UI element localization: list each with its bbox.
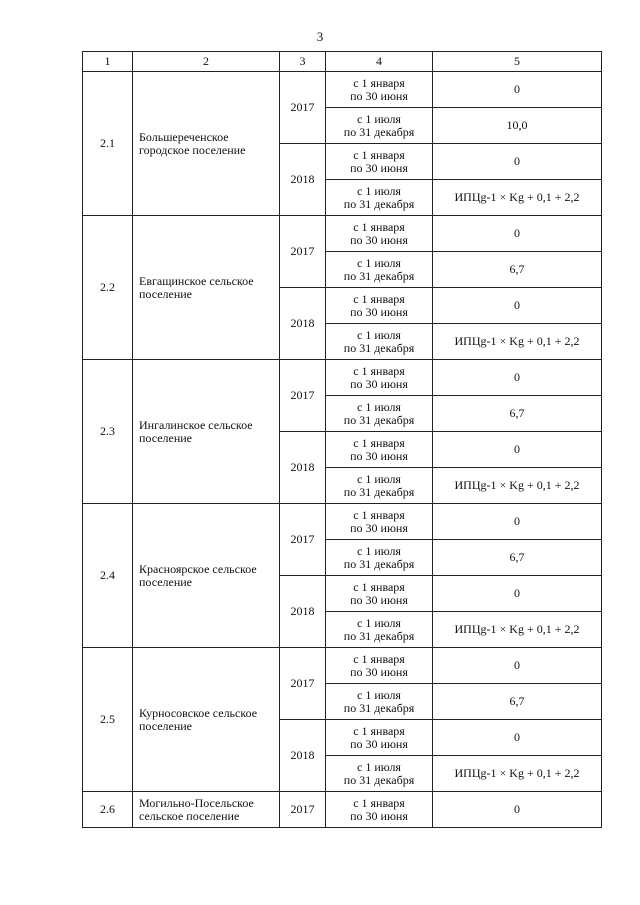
year-cell: 2017 <box>280 792 326 828</box>
settlement-name-line: Ингалинское сельское <box>139 417 253 432</box>
header-col-4: 4 <box>326 52 433 72</box>
period-line: с 1 июля <box>357 543 401 558</box>
settlement-name-line: Курносовское сельское <box>139 705 258 720</box>
table-row <box>83 504 602 540</box>
period-cell <box>326 576 433 612</box>
period-line: по 30 июня <box>350 448 408 463</box>
period-line: по 31 декабря <box>343 196 415 211</box>
period-line: по 31 декабря <box>343 412 415 427</box>
tariff-value: 6,7 <box>433 540 602 576</box>
tariff-value: 6,7 <box>433 252 602 288</box>
period-line: по 31 декабря <box>343 484 415 499</box>
period-line: по 31 декабря <box>343 124 415 139</box>
page-number: 3 <box>316 29 324 44</box>
period-cell <box>326 144 433 180</box>
year-cell: 2017 <box>280 648 326 720</box>
period-line: с 1 июля <box>357 759 401 774</box>
period-cell <box>326 504 433 540</box>
period-line: с 1 июля <box>357 471 401 486</box>
period-cell <box>326 720 433 756</box>
period-line: с 1 января <box>353 75 405 90</box>
settlement-name <box>133 72 280 216</box>
settlement-name <box>133 360 280 504</box>
period-line: по 30 июня <box>350 592 408 607</box>
period-cell <box>326 324 433 360</box>
period-line: с 1 июля <box>357 399 401 414</box>
period-cell <box>326 540 433 576</box>
period-line: по 31 декабря <box>343 700 415 715</box>
settlement-name-line: Могильно-Посельское <box>139 795 254 810</box>
tariff-value: 0 <box>433 576 602 612</box>
period-line: с 1 июля <box>357 183 401 198</box>
tariff-value: 6,7 <box>433 396 602 432</box>
row-number: 2.5 <box>83 648 133 792</box>
tariff-value: 10,0 <box>433 108 602 144</box>
period-line: по 31 декабря <box>343 556 415 571</box>
settlement-name-line: сельское поселение <box>139 808 240 823</box>
period-cell <box>326 108 433 144</box>
year-cell: 2017 <box>280 504 326 576</box>
period-line: по 30 июня <box>350 808 408 823</box>
settlement-name <box>133 504 280 648</box>
period-cell <box>326 396 433 432</box>
header-col-1: 1 <box>83 52 133 72</box>
period-line: по 30 июня <box>350 88 408 103</box>
period-line: по 30 июня <box>350 376 408 391</box>
settlement-name-line: поселение <box>139 574 193 589</box>
header-row <box>83 52 602 72</box>
year-cell: 2018 <box>280 288 326 360</box>
row-number: 2.4 <box>83 504 133 648</box>
settlement-name <box>133 792 280 828</box>
period-line: с 1 января <box>353 363 405 378</box>
tariff-value: 0 <box>433 288 602 324</box>
period-line: по 31 декабря <box>343 772 415 787</box>
tariff-value: 6,7 <box>433 684 602 720</box>
tariff-value: ИПЦg-1 × Kg + 0,1 + 2,2 <box>433 180 602 216</box>
table-row <box>83 648 602 684</box>
period-line: по 30 июня <box>350 736 408 751</box>
period-cell <box>326 684 433 720</box>
year-cell: 2017 <box>280 216 326 288</box>
period-line: с 1 января <box>353 147 405 162</box>
tariff-value: 0 <box>433 504 602 540</box>
table-row <box>83 792 602 828</box>
period-line: с 1 января <box>353 507 405 522</box>
period-line: с 1 января <box>353 219 405 234</box>
settlement-name-line: Большереченское <box>139 129 229 144</box>
period-cell <box>326 360 433 396</box>
header-col-5: 5 <box>433 52 602 72</box>
year-cell: 2018 <box>280 576 326 648</box>
period-line: с 1 июля <box>357 255 401 270</box>
period-line: по 30 июня <box>350 304 408 319</box>
tariff-value: ИПЦg-1 × Kg + 0,1 + 2,2 <box>433 612 602 648</box>
period-line: с 1 января <box>353 291 405 306</box>
row-number: 2.6 <box>83 792 133 828</box>
period-line: с 1 января <box>353 651 405 666</box>
period-cell <box>326 180 433 216</box>
period-line: с 1 января <box>353 795 405 810</box>
period-cell <box>326 432 433 468</box>
tariff-value: 0 <box>433 432 602 468</box>
year-cell: 2018 <box>280 432 326 504</box>
tariff-value: ИПЦg-1 × Kg + 0,1 + 2,2 <box>433 756 602 792</box>
period-line: по 31 декабря <box>343 628 415 643</box>
header-col-3: 3 <box>280 52 326 72</box>
table-row <box>83 216 602 252</box>
settlement-name-line: городское поселение <box>139 142 246 157</box>
period-cell <box>326 468 433 504</box>
period-line: по 30 июня <box>350 232 408 247</box>
year-cell: 2018 <box>280 720 326 792</box>
period-cell <box>326 252 433 288</box>
period-cell <box>326 648 433 684</box>
period-line: по 30 июня <box>350 520 408 535</box>
settlement-name-line: поселение <box>139 286 193 301</box>
tariff-value: 0 <box>433 648 602 684</box>
period-line: по 30 июня <box>350 160 408 175</box>
settlement-name <box>133 648 280 792</box>
tariff-value: 0 <box>433 720 602 756</box>
tariff-value: 0 <box>433 792 602 828</box>
settlement-name-line: поселение <box>139 430 193 445</box>
table-row <box>83 360 602 396</box>
year-cell: 2017 <box>280 360 326 432</box>
tariff-value: ИПЦg-1 × Kg + 0,1 + 2,2 <box>433 324 602 360</box>
period-line: с 1 июля <box>357 327 401 342</box>
table-row <box>83 72 602 108</box>
period-cell <box>326 216 433 252</box>
row-number: 2.1 <box>83 72 133 216</box>
tariff-value: 0 <box>433 216 602 252</box>
period-cell <box>326 612 433 648</box>
settlement-name-line: Красноярское сельское <box>139 561 257 576</box>
tariff-table <box>82 51 602 828</box>
settlement-name <box>133 216 280 360</box>
tariff-value: ИПЦg-1 × Kg + 0,1 + 2,2 <box>433 468 602 504</box>
year-cell: 2017 <box>280 72 326 144</box>
period-line: по 30 июня <box>350 664 408 679</box>
period-line: с 1 июля <box>357 687 401 702</box>
header-col-2: 2 <box>133 52 280 72</box>
period-line: с 1 января <box>353 579 405 594</box>
year-cell: 2018 <box>280 144 326 216</box>
period-cell <box>326 756 433 792</box>
tariff-value: 0 <box>433 360 602 396</box>
period-cell <box>326 72 433 108</box>
period-cell <box>326 288 433 324</box>
period-line: с 1 июля <box>357 615 401 630</box>
settlement-name-line: поселение <box>139 718 193 733</box>
period-line: по 31 декабря <box>343 340 415 355</box>
row-number: 2.2 <box>83 216 133 360</box>
period-line: с 1 июля <box>357 111 401 126</box>
tariff-value: 0 <box>433 144 602 180</box>
settlement-name-line: Евгащинское сельское <box>139 273 254 288</box>
row-number: 2.3 <box>83 360 133 504</box>
period-line: по 31 декабря <box>343 268 415 283</box>
period-cell <box>326 792 433 828</box>
period-line: с 1 января <box>353 723 405 738</box>
period-line: с 1 января <box>353 435 405 450</box>
tariff-value: 0 <box>433 72 602 108</box>
